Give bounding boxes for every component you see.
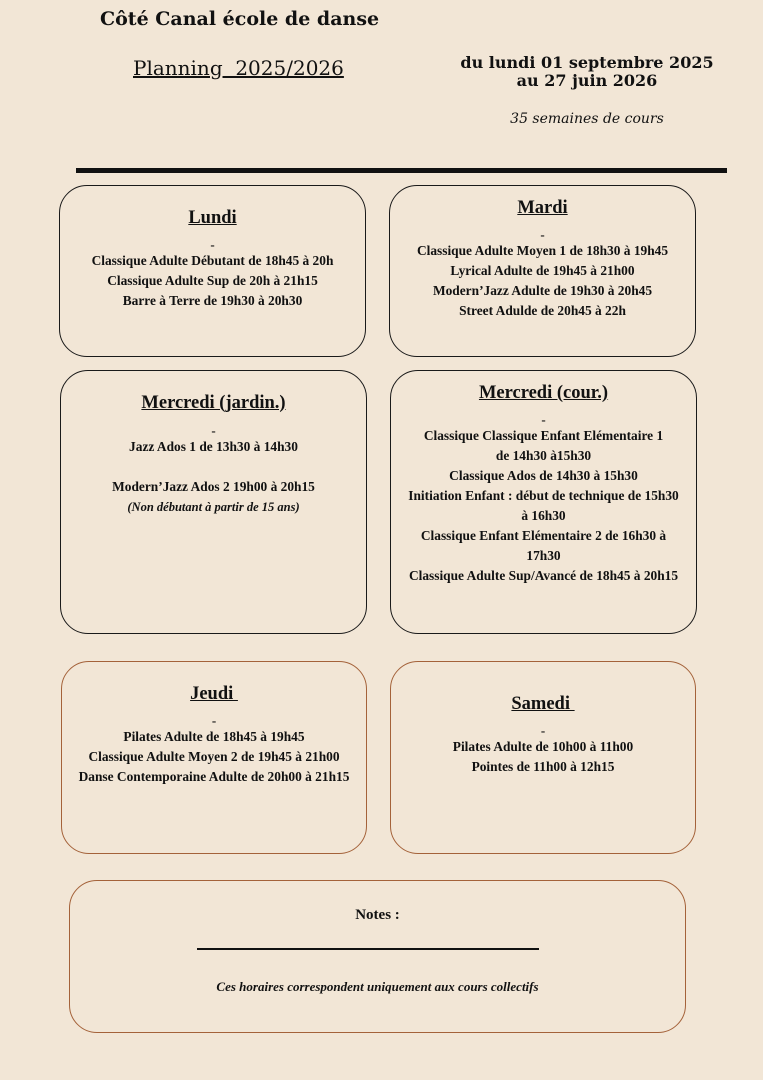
class-line: Classique Ados de 14h30 à 15h30 bbox=[449, 468, 638, 483]
separator-dash: - bbox=[541, 412, 546, 427]
class-line: Classique Adulte Moyen 2 de 19h45 à 21h00 bbox=[88, 749, 340, 764]
class-line: à 16h30 bbox=[521, 508, 566, 523]
class-line: Barre à Terre de 19h30 à 20h30 bbox=[122, 293, 303, 308]
class-line: Lyrical Adulte de 19h45 à 21h00 bbox=[450, 263, 635, 278]
day-title: Mercredi (cour.) bbox=[478, 383, 609, 403]
class-line: 17h30 bbox=[526, 548, 561, 563]
season-dates bbox=[448, 54, 726, 90]
day-title: Lundi bbox=[188, 208, 237, 228]
card-mercredi-cour bbox=[390, 370, 697, 634]
separator-dash: - bbox=[211, 713, 217, 728]
notes-title: Notes : bbox=[355, 907, 400, 923]
season-end: au 27 juin 2026 bbox=[516, 71, 658, 90]
card-mercredi-jardin bbox=[60, 370, 367, 634]
separator-dash: - bbox=[540, 227, 545, 242]
class-note: (Non débutant à partir de 15 ans) bbox=[127, 500, 300, 514]
class-line: Modern’Jazz Ados 2 19h00 à 20h15 bbox=[112, 479, 315, 494]
class-line: Classique Adulte Débutant de 18h45 à 20h bbox=[91, 253, 334, 268]
card-lundi bbox=[59, 185, 366, 357]
separator-dash: - bbox=[211, 423, 216, 438]
class-line: Danse Contemporaine Adulte de 20h00 à 21h15 bbox=[78, 769, 350, 784]
day-title: Mercredi (jardin.) bbox=[141, 393, 286, 413]
class-line: Classique Classique Enfant Elémentaire 1 bbox=[423, 428, 664, 443]
class-line: Street Adulde de 20h45 à 22h bbox=[459, 303, 626, 318]
weeks-count: 35 semaines de cours bbox=[510, 111, 664, 127]
season-start: du lundi 01 septembre 2025 bbox=[460, 53, 714, 72]
class-line: Modern’Jazz Adulte de 19h30 à 20h45 bbox=[432, 283, 653, 298]
class-line: Pilates Adulte de 18h45 à 19h45 bbox=[123, 729, 305, 744]
notes-divider bbox=[197, 948, 539, 950]
card-samedi bbox=[390, 661, 696, 854]
class-line: Classique Adulte Moyen 1 de 18h30 à 19h45 bbox=[416, 243, 669, 258]
day-title: Jeudi bbox=[190, 684, 238, 704]
class-line: Classique Enfant Elémentaire 2 de 16h30 à bbox=[420, 528, 667, 543]
planning-title: Planning 2025/2026 bbox=[133, 56, 344, 80]
separator-dash: - bbox=[210, 237, 215, 252]
notes-text: Ces horaires correspondent uniquement aux cours collectifs bbox=[216, 979, 539, 994]
class-line: Classique Adulte Sup de 20h à 21h15 bbox=[107, 273, 318, 288]
class-line: Initiation Enfant : début de technique de 15h30 bbox=[408, 488, 679, 503]
separator-dash: - bbox=[540, 723, 546, 738]
card-mardi bbox=[389, 185, 696, 357]
card-jeudi bbox=[61, 661, 367, 854]
class-line: Jazz Ados 1 de 13h30 à 14h30 bbox=[129, 439, 298, 454]
class-line: Pointes de 11h00 à 12h15 bbox=[471, 759, 615, 774]
day-title: Samedi bbox=[511, 694, 575, 714]
notes-box bbox=[69, 880, 686, 1033]
class-line: Classique Adulte Sup/Avancé de 18h45 à 20h15 bbox=[408, 568, 679, 583]
class-line: de 14h30 à15h30 bbox=[495, 448, 592, 463]
day-title: Mardi bbox=[517, 198, 568, 218]
school-name: Côté Canal école de danse bbox=[100, 8, 380, 30]
header-divider bbox=[76, 168, 727, 173]
class-line: Pilates Adulte de 10h00 à 11h00 bbox=[452, 739, 634, 754]
